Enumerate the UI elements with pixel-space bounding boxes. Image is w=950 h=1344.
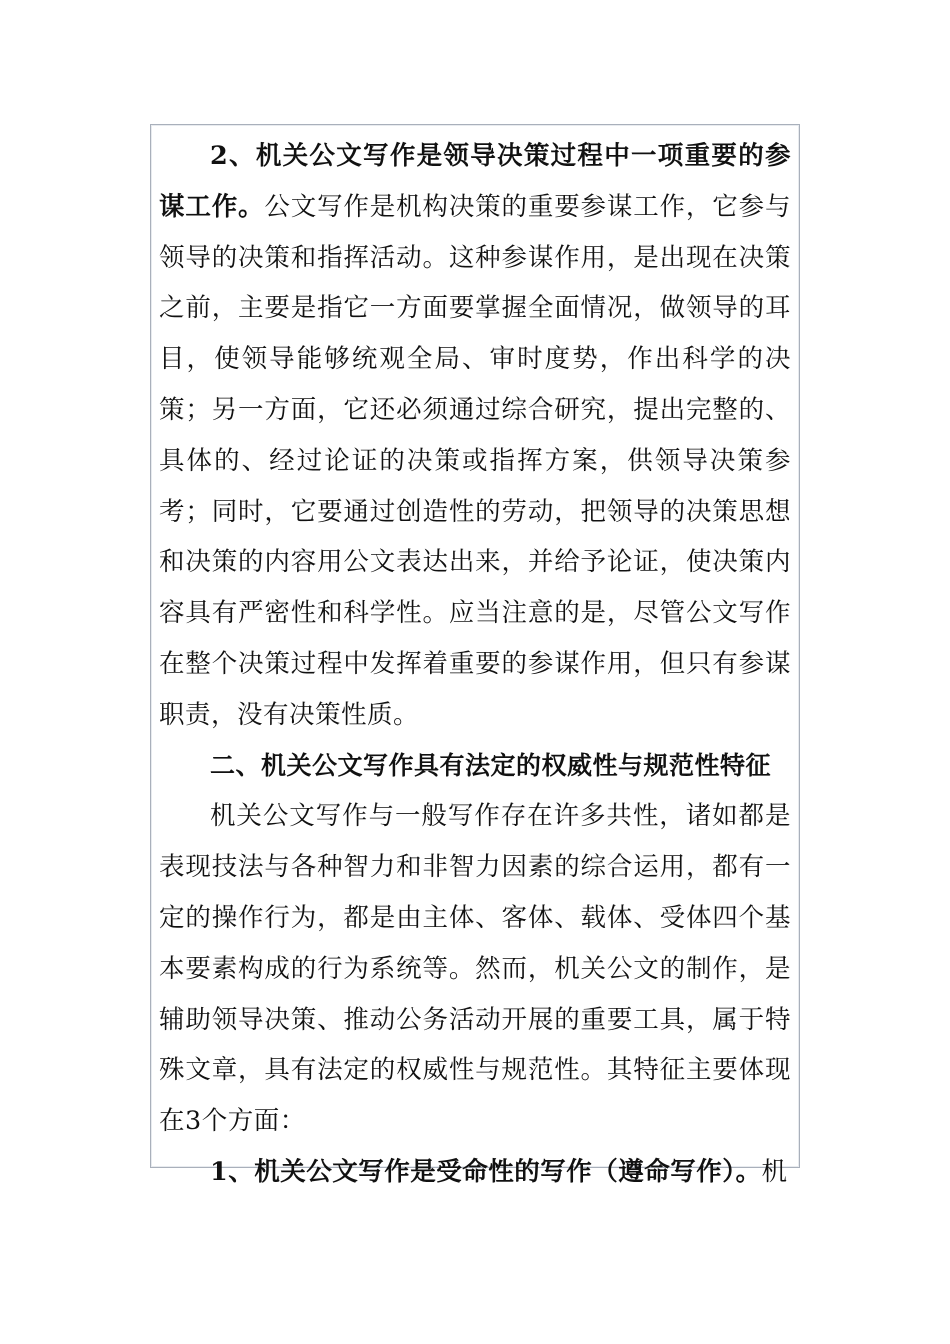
paragraph-bold-lead: 1、机关公文写作是受命性的写作（遵命写作）。 [210, 1156, 762, 1187]
paragraph-body: 公文写作是机构决策的重要参谋工作，它参与领导的决策和指挥活动。这种参谋作用，是出现在决策之前，主要是指它一方面要掌握全面情况，做领导的耳目，使领导能够统观全局、审时度势，作出科学的决策；另一方面，它还必须通过综合研究，提出完整的、具体的、经过论证的决策或指挥方案，供领导决策参考；同时，它要通过创造性的劳动，把领导的决策思想和决策的内容用公文表达出来，并给予论证，使决策内容具有严密性和科学性。应当注意的是，尽管公文写作在整个决策过程中发挥着重要的参谋作用，但只有参谋职责，没有决策性质。 [159, 191, 791, 730]
paragraph-decision-support [159, 131, 791, 741]
document-text-column [159, 131, 791, 1198]
paragraph-bold-lead: 2、机关公文写作是领导决策过程中一项重要的参谋工作。 [159, 141, 791, 222]
paragraph-authority-features [159, 791, 791, 1147]
paragraph-mandated-writing [159, 1147, 791, 1198]
paragraph-body: 机关公文写作与一般写作存在许多共性，诸如都是表现技法与各种智力和非智力因素的综合运用，都有一定的操作行为，都是由主体、客体、载体、受体四个基本要素构成的行为系统等。然而，机关公文的制作，是辅助领导决策、推动公务活动开展的重要工具，属于特殊文章，具有法定的权威性与规范性。其特征主要体现在3个方面： [159, 801, 791, 1137]
document-page-frame [150, 124, 800, 1187]
section-heading: 二、机关公文写作具有法定的权威性与规范性特征 [210, 750, 772, 780]
paragraph-body: 机 [761, 1156, 788, 1187]
